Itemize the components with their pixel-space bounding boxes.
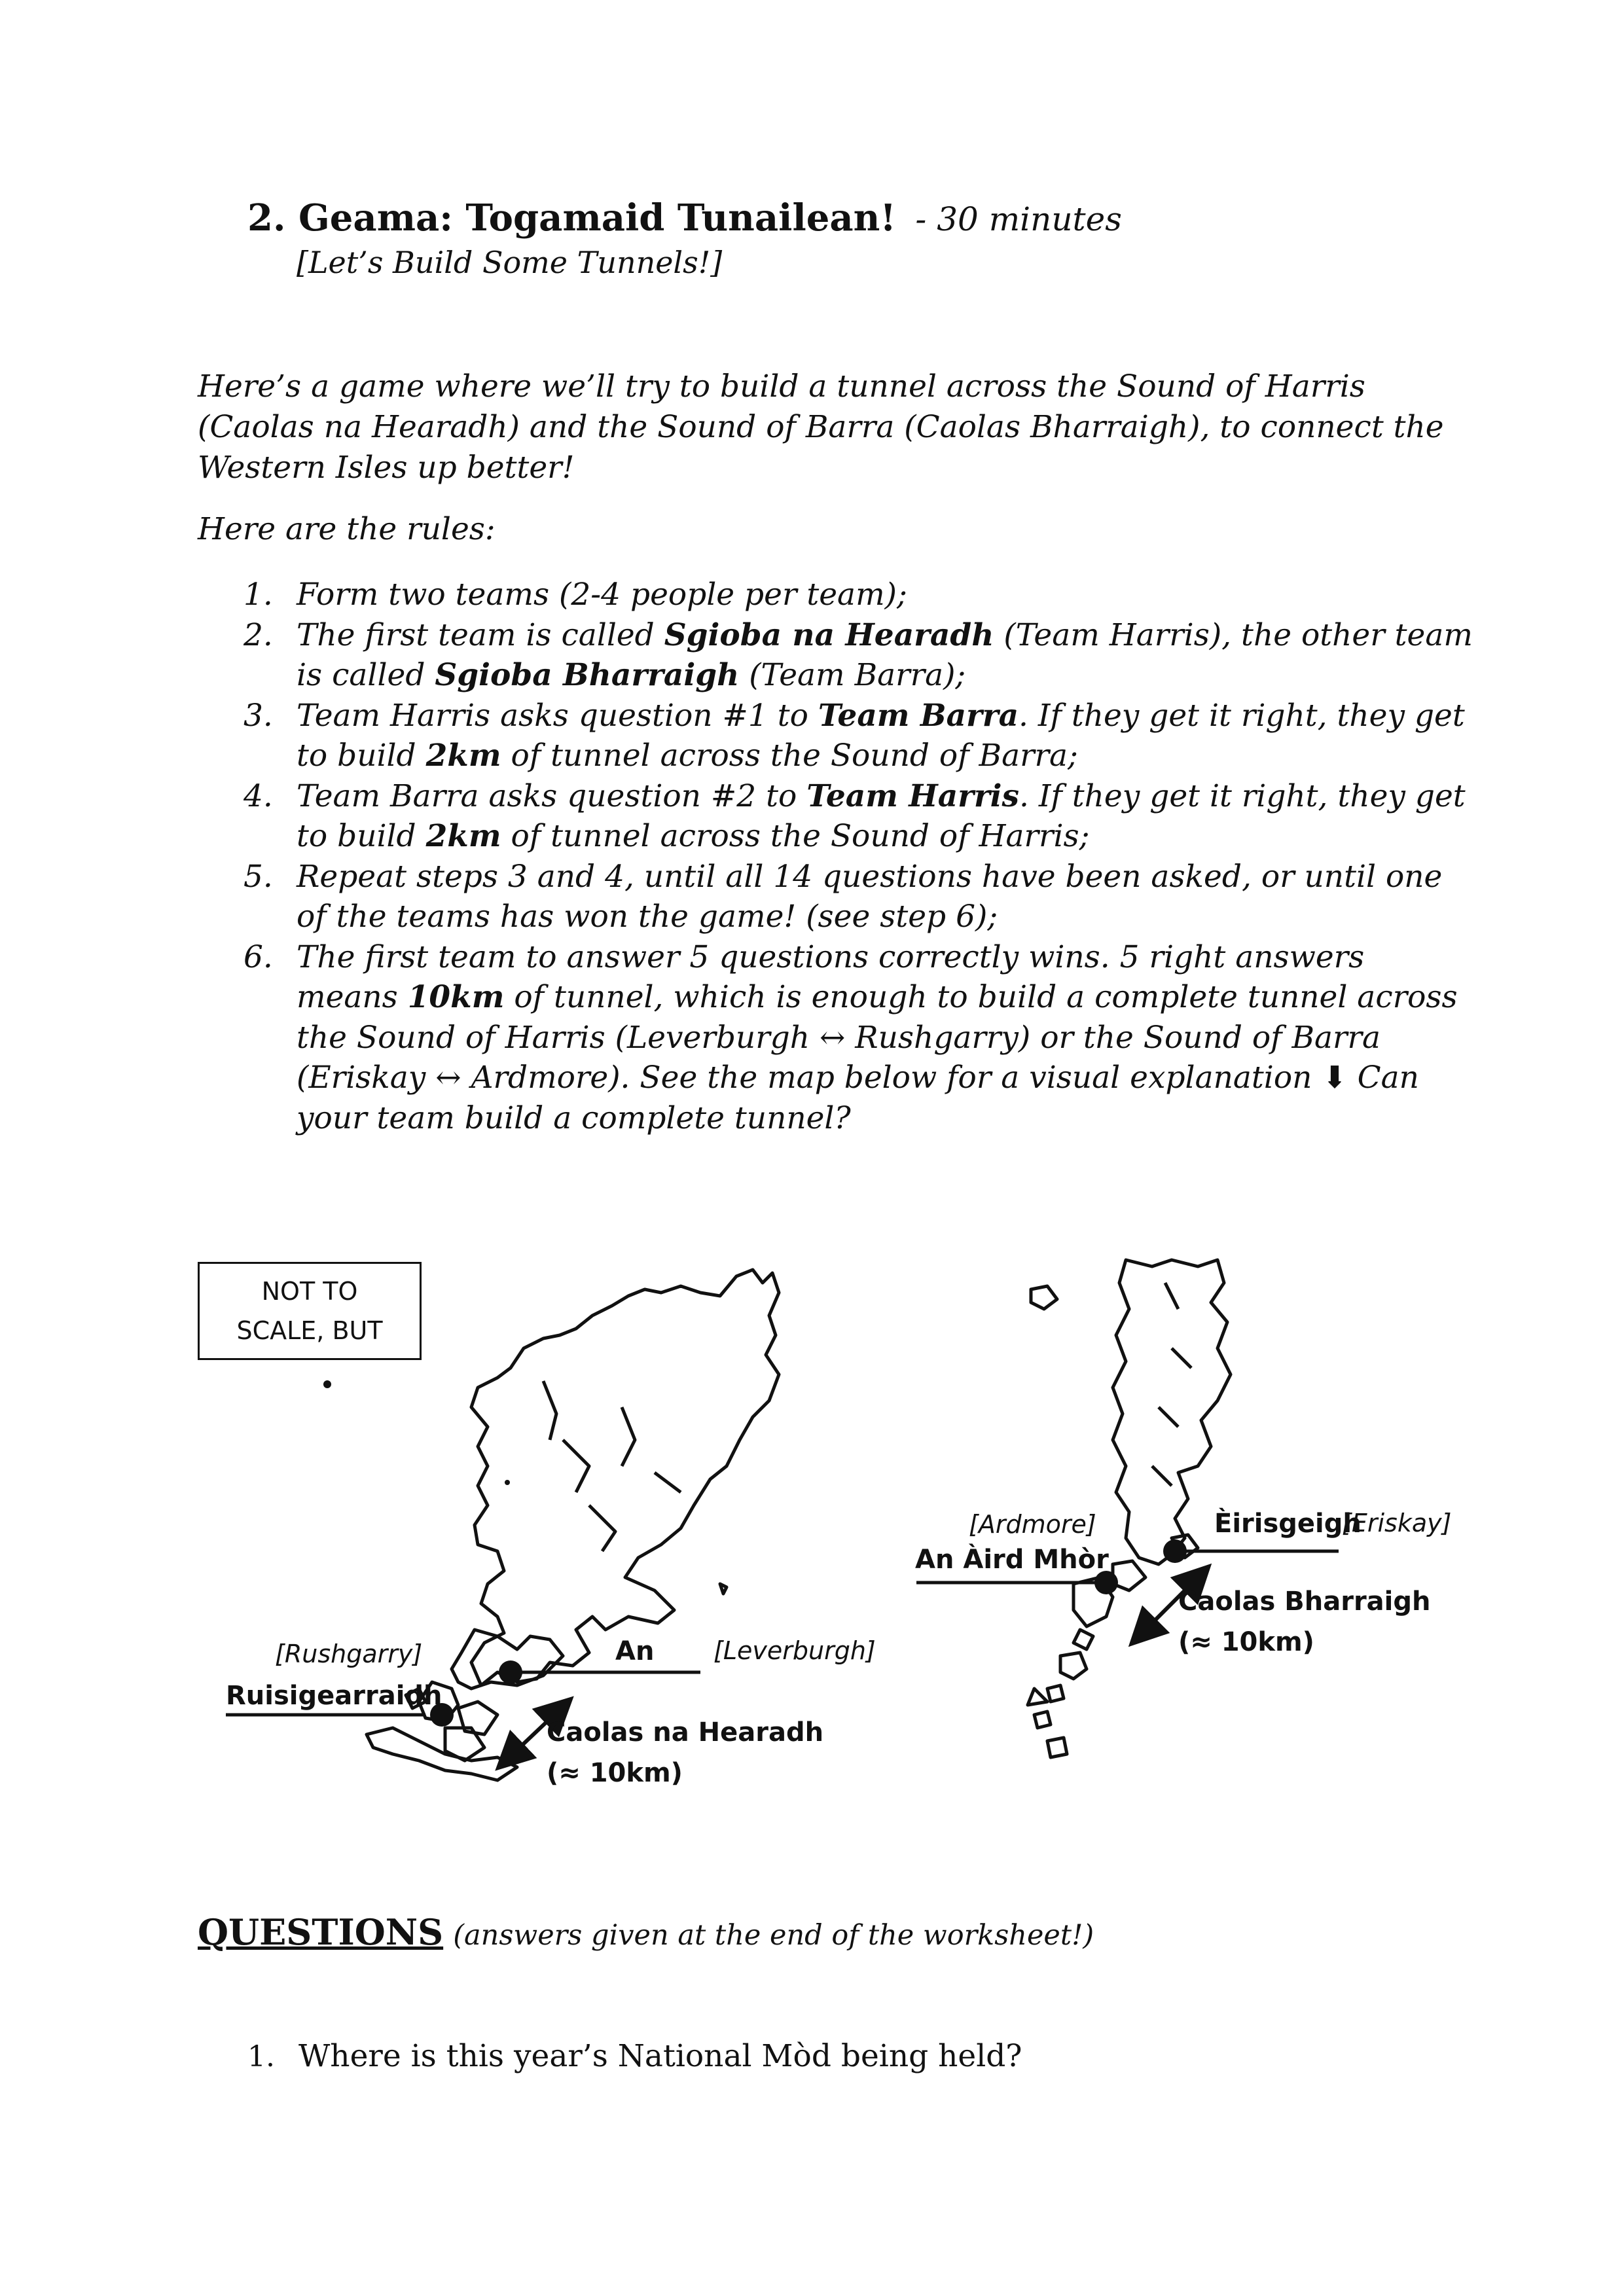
section-duration: - 30 minutes bbox=[915, 200, 1122, 238]
question-number: 1. bbox=[247, 2040, 275, 2073]
rule-text: The first team is called bbox=[297, 617, 664, 653]
rule-text: of tunnel across the Sound of Barra; bbox=[501, 738, 1078, 774]
eriskay-gaelic-label: Èirisgeigh bbox=[1214, 1509, 1362, 1539]
eriskay-point bbox=[1163, 1539, 1187, 1563]
rule-number: 4. bbox=[244, 778, 273, 814]
scale-note-line: SCALE, BUT bbox=[236, 1316, 383, 1345]
section-number: 2. bbox=[247, 196, 286, 240]
rule-text: (Team Barra); bbox=[739, 657, 966, 693]
islet-dot bbox=[323, 1380, 331, 1388]
leverburgh-point bbox=[499, 1660, 522, 1684]
team-name: Team Harris bbox=[806, 778, 1019, 814]
rule-text: Repeat steps 3 and 4, until all 14 questions have been asked, or until one of the teams has won the game! (see step 6); bbox=[297, 858, 1443, 935]
question-item bbox=[247, 2038, 1022, 2074]
section-subtitle: [Let’s Build Some Tunnels!] bbox=[297, 245, 723, 280]
distance: 2km bbox=[425, 818, 501, 854]
rule-number: 1. bbox=[244, 577, 273, 613]
rule-text: of tunnel across the Sound of Harris; bbox=[501, 818, 1090, 854]
islet-dot bbox=[505, 1480, 510, 1485]
rule-text: Form two teams (2-4 people per team); bbox=[297, 577, 907, 613]
team-harris-gaelic: Sgioba na Hearadh bbox=[664, 617, 994, 653]
ardmore-gaelic-label: An Àird Mhòr bbox=[915, 1545, 1109, 1575]
distance: 2km bbox=[425, 738, 501, 774]
rule-text: Team Harris asks question #1 to bbox=[297, 697, 818, 734]
eriskay-english-label: [Eriskay] bbox=[1342, 1509, 1452, 1537]
rule-number: 5. bbox=[244, 858, 273, 895]
sound-of-barra-distance: (≈ 10km) bbox=[1178, 1627, 1314, 1657]
questions-heading bbox=[198, 1911, 1094, 1953]
questions-title: QUESTIONS bbox=[198, 1911, 444, 1953]
sound-of-harris-label: Caolas na Hearadh bbox=[547, 1717, 824, 1748]
rule-text: of tunnel, which is enough to build a complete tunnel across the Sound of Harris (Leverburgh ↔ Rushgarry) or the Sound of Barra (Eriskay ↔ Ardmore). See the map below for a visual explanation ⬇ Can your team build a complete tunnel? bbox=[297, 979, 1458, 1136]
section-title: Geama: Togamaid Tunailean! bbox=[298, 196, 896, 240]
rule-number: 2. bbox=[244, 617, 273, 653]
scale-note-line: NOT TO bbox=[261, 1277, 358, 1306]
sound-of-harris-distance: (≈ 10km) bbox=[547, 1758, 683, 1788]
rule-text: The first team to answer 5 questions correctly wins. 5 right answers means bbox=[297, 939, 1365, 1015]
leverburgh-gaelic-label: An bbox=[615, 1636, 655, 1666]
barra-island-outline bbox=[1028, 1260, 1231, 1757]
rule-text: Team Barra asks question #2 to bbox=[297, 778, 807, 814]
rules-intro: Here are the rules: bbox=[198, 511, 496, 547]
rule-number: 6. bbox=[244, 939, 273, 975]
rule-text: . If they get it right, they get to build bbox=[297, 778, 1466, 854]
rule-text: . If they get it right, they get to build bbox=[297, 697, 1465, 774]
rule-number: 3. bbox=[244, 697, 273, 734]
team-name: Team Barra bbox=[818, 697, 1019, 734]
question-text: Where is this year’s National Mòd being held? bbox=[298, 2038, 1022, 2074]
distance: 10km bbox=[407, 979, 505, 1015]
intro-paragraph: Here’s a game where we’ll try to build a tunnel across the Sound of Harris (Caolas na Hearadh) and the Sound of Barra (Caolas Bharraigh), to connect the Western Isles up better! bbox=[198, 368, 1444, 486]
team-barra-gaelic: Sgioba Bharraigh bbox=[435, 657, 740, 693]
rushgarry-gaelic-label: Ruisigearraidh bbox=[226, 1681, 442, 1711]
leverburgh-english-label: [Leverburgh] bbox=[713, 1636, 876, 1665]
rule-text: (Team Harris), the other team is called bbox=[297, 617, 1473, 693]
rushgarry-english-label: [Rushgarry] bbox=[275, 1640, 423, 1668]
ardmore-english-label: [Ardmore] bbox=[969, 1510, 1096, 1539]
questions-note: (answers given at the end of the worksheet!) bbox=[453, 1919, 1094, 1952]
sound-of-barra-label: Caolas Bharraigh bbox=[1178, 1587, 1431, 1617]
